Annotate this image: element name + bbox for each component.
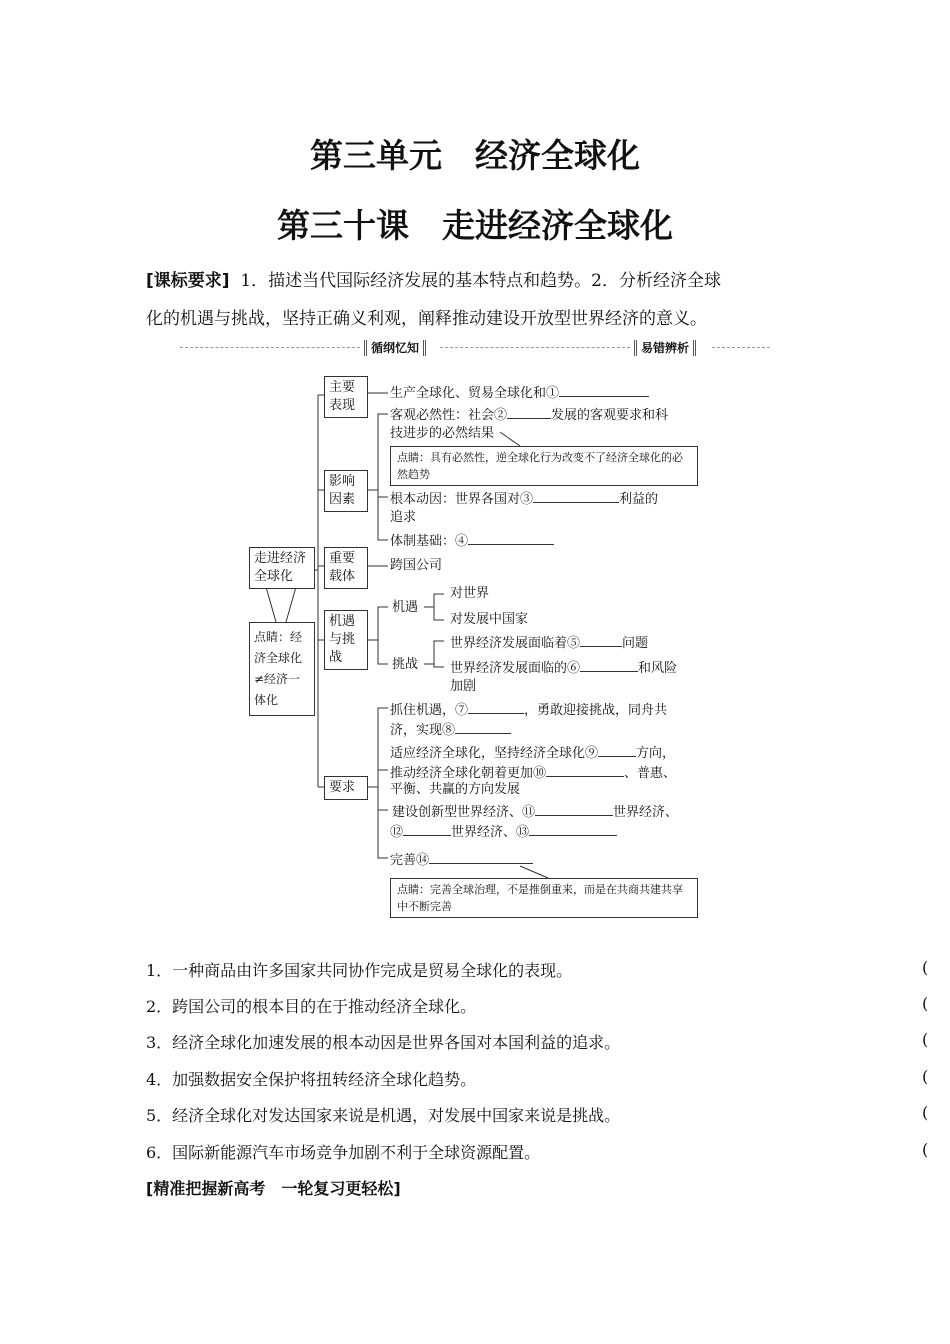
answer-paren-2[interactable]: ( [922,994,929,1013]
b4-challenge-1: 世界经济发展面临着⑤ 问题 [450,632,648,654]
branch-important-carrier: 重要载体 [324,547,368,589]
b5-req-3-cont: ⑫ 世界经济、⑬ [390,821,617,843]
b2-institutional-basis: 体制基础：④ [390,530,554,552]
b5-req-2: 适应经济全球化，坚持经济全球化⑨ 方向， [390,742,675,764]
requirement-label: [课标要求] [146,271,230,291]
branch-requirements: 要求 [324,776,368,800]
root-node: 走进经济全球化 [249,547,315,589]
b5-req-1: 抓住机遇，⑦ ，勇敢迎接挑战，同舟共 [390,699,667,721]
question-2: 2．跨国公司的根本目的在于推动经济全球化。 [146,997,477,1016]
question-1: 1．一种商品由许多国家共同协作完成是贸易全球化的表现。 [146,961,573,980]
answer-paren-6[interactable]: ( [922,1140,929,1159]
b4-challenge-2: 世界经济发展面临的⑥ 和风险 [450,657,677,679]
b5-req-2-cont: 推动经济全球化朝着更加⑩ 、普惠、 [390,762,676,784]
b1-item: 生产全球化、贸易全球化和① [390,382,649,404]
tab-error-analysis[interactable]: 易错辨析 [634,340,696,356]
root-note: 点睛：经济全球化≠经济一体化 [249,622,315,716]
b5-req-2-end: 平衡、共赢的方向发展 [390,782,521,797]
question-4: 4．加强数据安全保护将扭转经济全球化趋势。 [146,1070,477,1089]
b5-req-4: 完善⑭ [390,849,533,871]
b4-challenge: 挑战 [392,657,419,672]
answer-paren-5[interactable]: ( [922,1103,929,1122]
b5-note: 点睛：完善全球治理，不是推倒重来，而是在共商共建共享中不断完善 [390,878,698,918]
b4-opportunity-world: 对世界 [450,586,490,601]
answer-paren-4[interactable]: ( [922,1067,929,1086]
answer-paren-3[interactable]: ( [922,1030,929,1049]
question-3: 3．经济全球化加速发展的根本动因是世界各国对本国利益的追求。 [146,1033,621,1052]
b5-req-1-cont: 济，实现⑧ [390,719,511,741]
b2-objective-necessity-cont: 技进步的必然结果 [390,426,495,441]
footer-slogan: [精准把握新高考 一轮复习更轻松] [146,1179,401,1198]
requirement-line-1: 1．描述当代国际经济发展的基本特点和趋势。2．分析经济全球 [240,271,721,291]
b4-opportunity: 机遇 [392,600,419,615]
b2-fundamental-motive-cont: 追求 [390,510,417,525]
b2-objective-necessity: 客观必然性：社会② 发展的客观要求和科 [390,404,668,426]
question-5: 5．经济全球化对发达国家来说是机遇，对发展中国家来说是挑战。 [146,1106,621,1125]
tab-review[interactable]: 循纲忆知 [364,340,426,356]
requirement-line-2: 化的机遇与挑战，坚持正确义利观，阐释推动建设开放型世界经济的意义。 [146,309,707,329]
lesson-title: 第三十课 走进经济全球化 [277,206,673,245]
unit-title: 第三单元 经济全球化 [310,136,640,175]
b2-note: 点睛：具有必然性，逆全球化行为改变不了经济全球化的必然趋势 [390,446,698,486]
branch-influencing-factors: 影响因素 [324,470,368,512]
b2-fundamental-motive: 根本动因：世界各国对③ 利益的 [390,488,658,510]
answer-paren-1[interactable]: ( [922,958,929,977]
branch-opportunities-challenges: 机遇与挑战 [324,610,368,670]
question-6: 6．国际新能源汽车市场竞争加剧不利于全球资源配置。 [146,1143,541,1162]
branch-main-manifestations: 主要表现 [324,376,368,418]
b4-opportunity-developing: 对发展中国家 [450,612,529,627]
b3-item: 跨国公司 [390,558,443,573]
b5-req-3: 建设创新型世界经济、⑪ 世界经济、 [392,801,678,823]
b4-challenge-2-cont: 加剧 [450,679,477,694]
